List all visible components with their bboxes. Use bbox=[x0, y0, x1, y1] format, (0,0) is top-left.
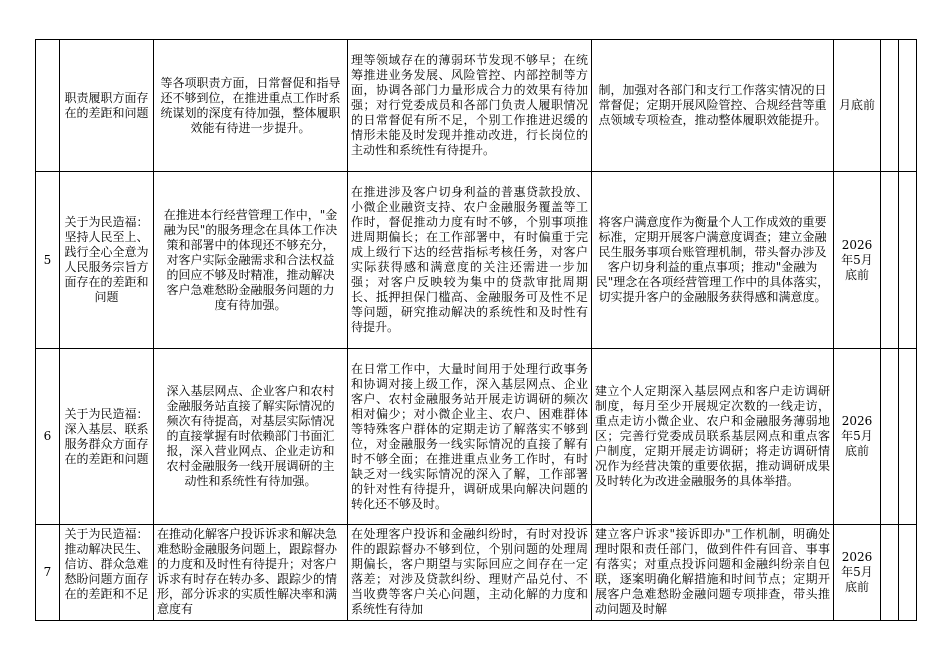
measure-text: 建立客户诉求"接诉即办"工作机制，明确处理时限和责任部门，做到件件有回音、事事有落实；对重点投诉问题和金融纠纷亲自包联，逐案明确化解措施和时间节点；定期开展客户急难愁盼金融问题专项排查，带头推动问题及时解 bbox=[592, 525, 834, 621]
measure-text: 制，加强对各部门和支行工作落实情况的日常督促；定期开展风险管控、合规经营等重点领域专项检查，推动整体履职效能提升。 bbox=[592, 40, 834, 172]
deadline: 2026年5月底前 bbox=[834, 172, 881, 349]
cause-text: 在处理客户投诉和金融纠纷时，有时对投诉件的跟踪督办不够到位，个别问题的处理周期偏长，客户期望与实际回应之间存在一定落差；对涉及贷款纠纷、理财产品兑付、不当收费等客户关心问题，主动化解的力度和系统性有待加 bbox=[348, 525, 592, 621]
deadline: 2026年5月底前 bbox=[834, 349, 881, 525]
measure-text: 将客户满意度作为衡量个人工作成效的重要标准，定期开展客户满意度调查；建立金融民生服务事项台账管理机制，带头督办涉及客户切身利益的重点事项；推动"金融为民"理念在各项经营管理工作中的具体落实，切实提升客户的金融服务获得感和满意度。 bbox=[592, 172, 834, 349]
measure-text: 建立个人定期深入基层网点和客户走访调研制度，每月至少开展规定次数的一线走访，重点走访小微企业、农户和金融服务薄弱地区；完善行党委成员联系基层网点和重点客户制度，定期开展走访调研；将走访调研情况作为经营决策的重要依据，推动调研成果及时转化为改进金融服务的具体举措。 bbox=[592, 349, 834, 525]
issue-area: 关于为民造福：推动解决民生、信访、群众急难愁盼问题方面存在的差距和不足 bbox=[60, 525, 154, 621]
table-row bbox=[36, 525, 917, 621]
issue-area: 关于为民造福：坚持人民至上、践行全心全意为人民服务宗旨方面存在的差距和问题 bbox=[60, 172, 154, 349]
problem-text: 在推动化解客户投诉诉求和解决急难愁盼金融服务问题上，跟踪督办的力度和及时性有待提升；对客户诉求有时存在转办多、跟踪少的情形，部分诉求的实质性解决率和满意度有 bbox=[154, 525, 348, 621]
problem-text: 在推进本行经营管理工作中，"金融为民"的服务理念在具体工作决策和部署中的体现还不够充分，对客户实际金融需求和合法权益的回应不够及时精准，推动解决客户急难愁盼金融服务问题的力度有待加强。 bbox=[154, 172, 348, 349]
table-row bbox=[36, 40, 917, 172]
deadline: 2026年5月底前 bbox=[834, 525, 881, 621]
deadline: 月底前 bbox=[834, 40, 881, 172]
row-number: 5 bbox=[36, 172, 60, 349]
cause-text: 在日常工作中，大量时间用于处理行政事务和协调对接上级工作，深入基层网点、企业客户、农村金融服务站开展走访调研的频次相对偏少；对小微企业主、农户、困难群体等特殊客户群体的定期走访了解落实不够到位，对金融服务一线实际情况的直接了解有时不够全面；在推进重点业务工作时，有时缺乏对一线实际情况的深入了解，工作部署的针对性有待提升，调研成果向解决问题的转化还不够及时。 bbox=[348, 349, 592, 525]
blank-cell bbox=[899, 172, 917, 349]
table-row bbox=[36, 349, 917, 525]
row-number: 7 bbox=[36, 525, 60, 621]
issue-area: 关于为民造福：深入基层、联系服务群众方面存在的差距和问题 bbox=[60, 349, 154, 525]
cause-text: 在推进涉及客户切身利益的普惠贷款投放、小微企业融资支持、农户金融服务覆盖等工作时，督促推动力度有时不够，个别事项推进周期偏长；在工作部署中，有时偏重于完成上级行下达的经营指标考核任务，对客户实际获得感和满意度的关注还需进一步加强；对客户反映较为集中的贷款审批周期长、抵押担保门槛高、金融服务可及性不足等问题，研究推动解决的系统性和及时性有待提升。 bbox=[348, 172, 592, 349]
cause-text: 理等领域存在的薄弱环节发现不够早；在统筹推进业务发展、风险管控、内部控制等方面，协调各部门力量形成合力的效果有待加强；对行党委成员和各部门负责人履职情况的日常督促有所不足，个别工作推进迟缓的情形未能及时发现并推动改进，行长岗位的主动性和系统性有待提升。 bbox=[348, 40, 592, 172]
table-row bbox=[36, 172, 917, 349]
blank-cell bbox=[881, 172, 899, 349]
row-number bbox=[36, 40, 60, 172]
problem-text: 深入基层网点、企业客户和农村金融服务站直接了解实际情况的频次有待提高，对基层实际情况的直接掌握有时依赖部门书面汇报，深入营业网点、企业走访和农村金融服务一线开展调研的主动性和系统性有待加强。 bbox=[154, 349, 348, 525]
problem-text: 等各项职责方面，日常督促和指导还不够到位，在推进重点工作时系统谋划的深度有待加强，整体履职效能有待进一步提升。 bbox=[154, 40, 348, 172]
blank-cell bbox=[881, 40, 899, 172]
blank-cell bbox=[899, 349, 917, 525]
row-number: 6 bbox=[36, 349, 60, 525]
blank-cell bbox=[899, 525, 917, 621]
issue-area: 职责履职方面存在的差距和问题 bbox=[60, 40, 154, 172]
blank-cell bbox=[881, 349, 899, 525]
rectification-table bbox=[35, 39, 917, 621]
blank-cell bbox=[899, 40, 917, 172]
blank-cell bbox=[881, 525, 899, 621]
